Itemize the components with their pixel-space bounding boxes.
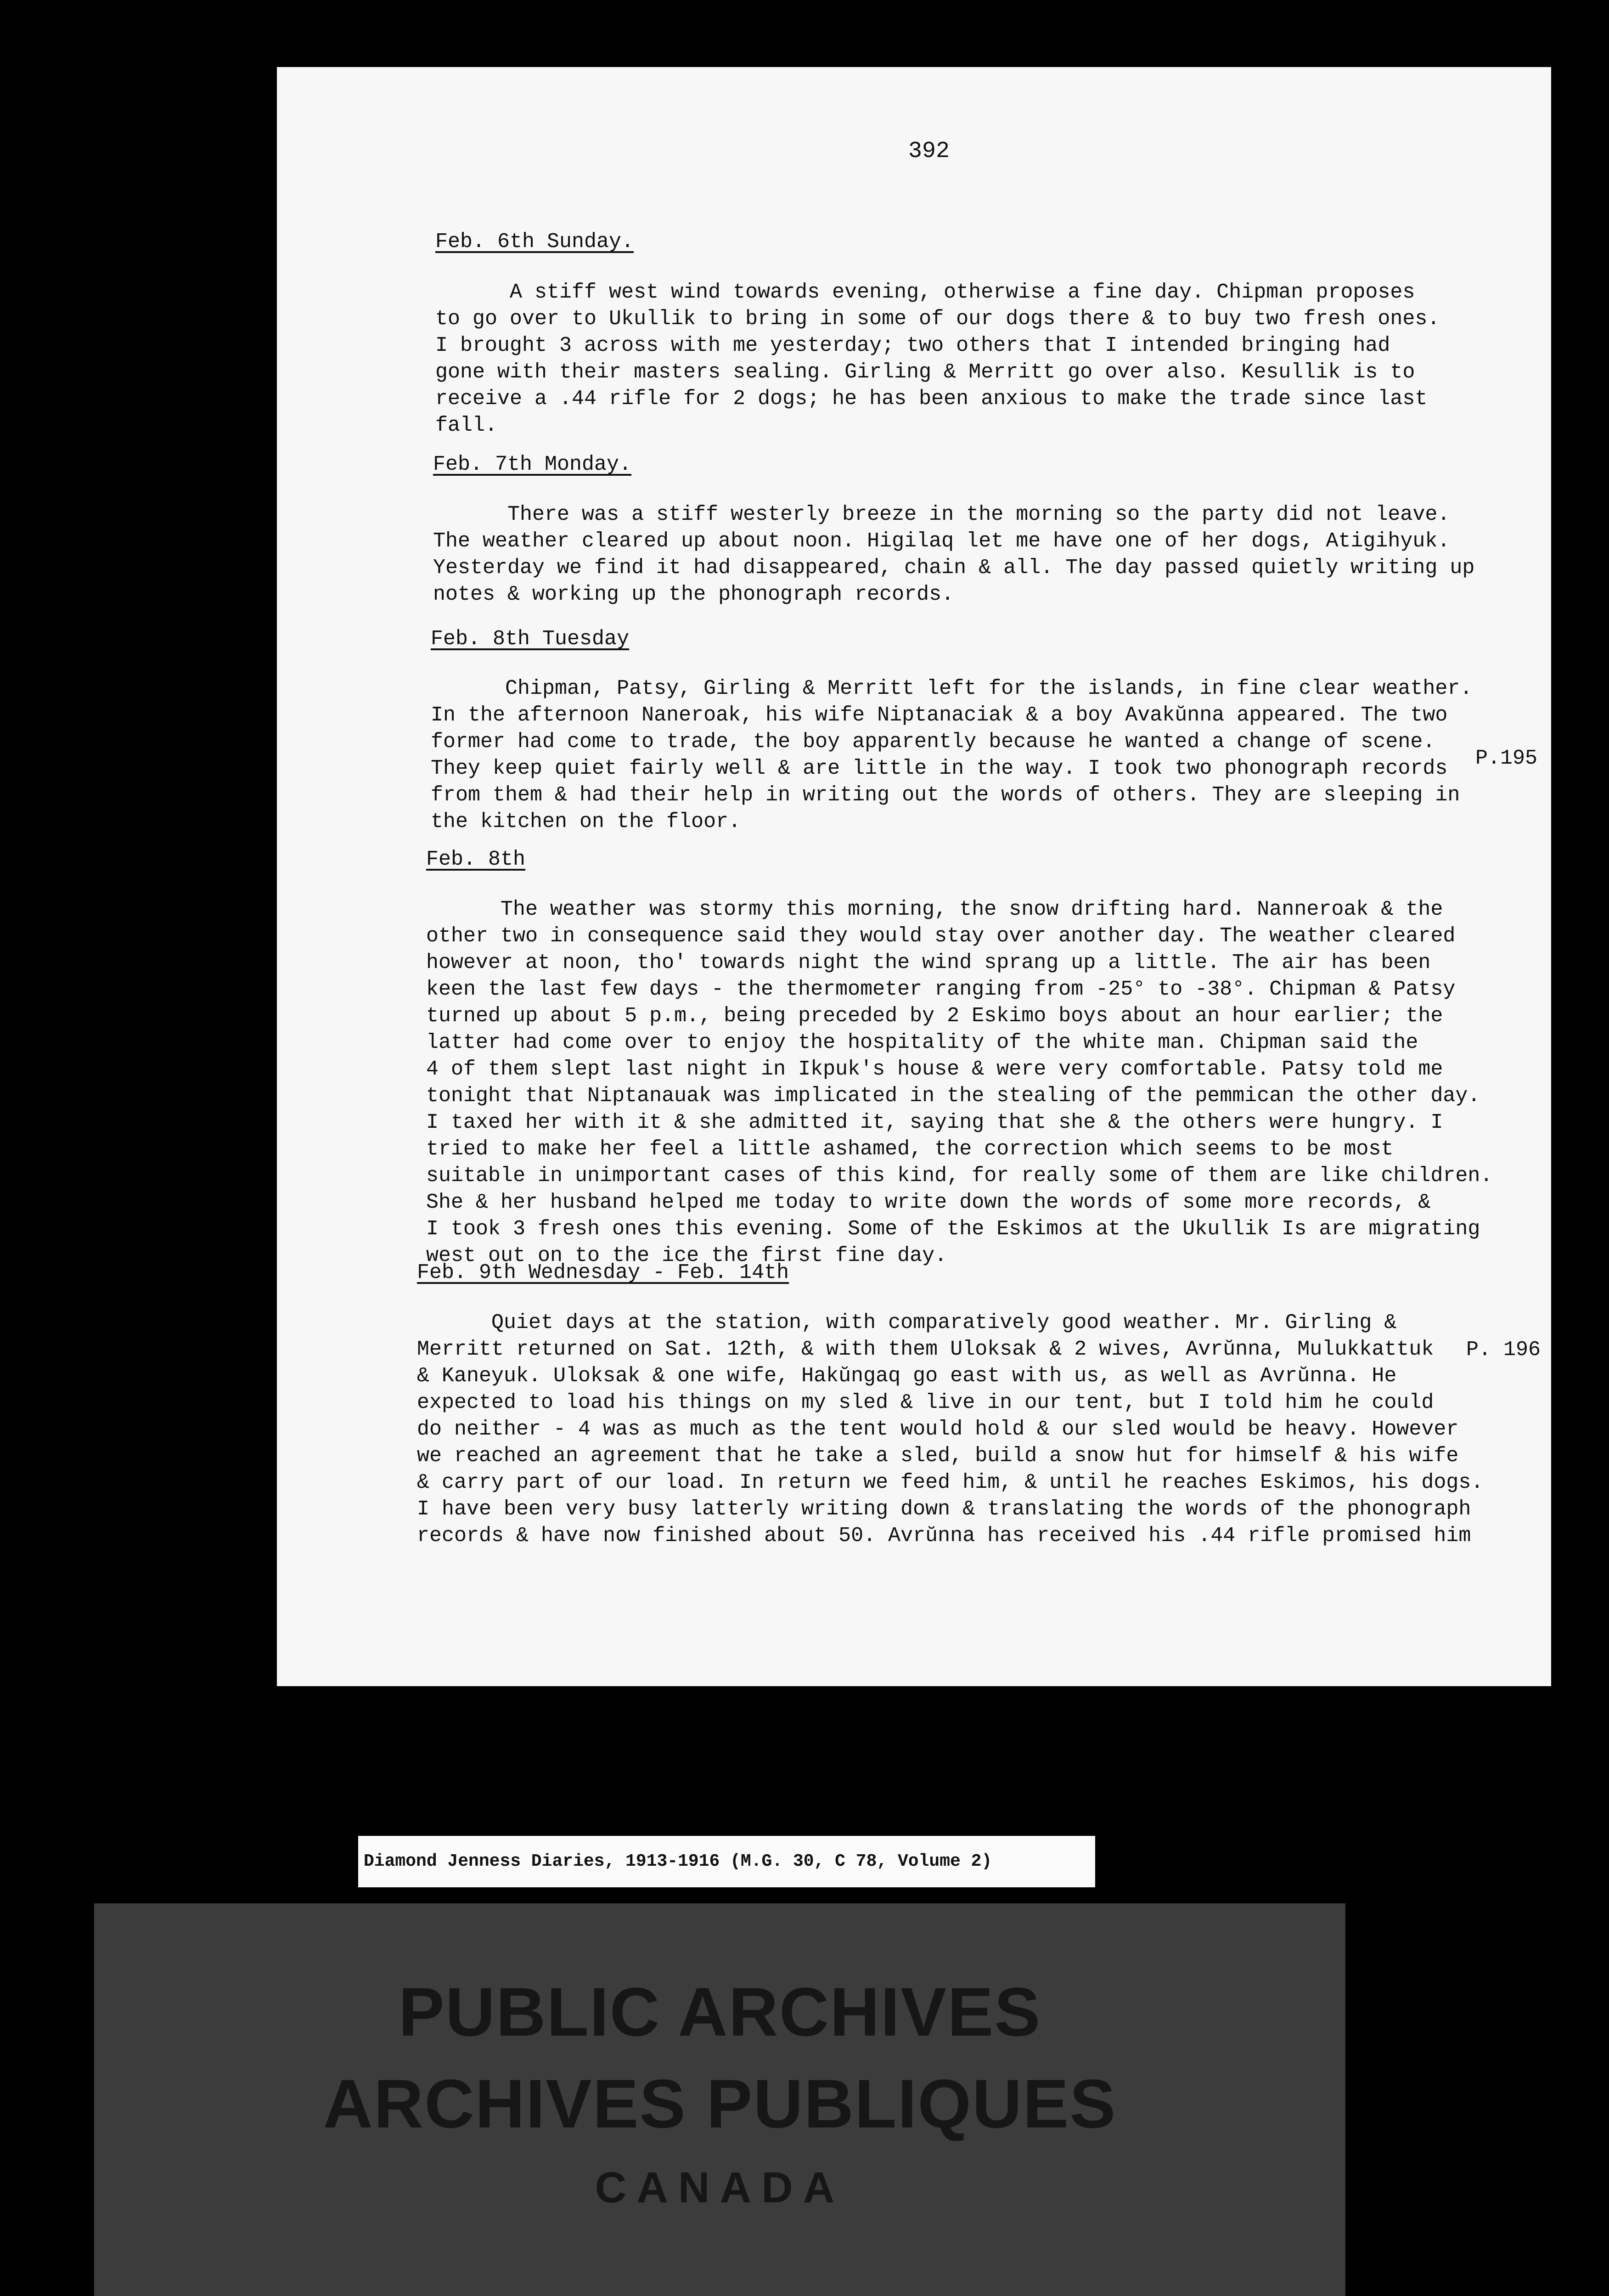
stamp-line-public-archives: PUBLIC ARCHIVES — [398, 1973, 1041, 2050]
entry-heading-feb-8: Feb. 8th — [426, 848, 526, 871]
diary-page — [277, 67, 1551, 1686]
margin-note-p195: P.195 — [1475, 747, 1538, 770]
entry-heading-feb-8-tuesday: Feb. 8th Tuesday — [431, 627, 630, 651]
entry-heading-feb-6: Feb. 6th Sunday. — [435, 230, 634, 253]
archive-stamp — [94, 1903, 1345, 2296]
entry-heading-feb-7: Feb. 7th Monday. — [433, 453, 632, 476]
entry-body-feb-8: The weather was stormy this morning, the snow drifting hard. Nanneroak & the other two in consequence said they would stay over another day. The weather cleared however at noon, tho' towards night the wind sprang up a little. The air has been keen the last few days - the thermometer ranging from -25° to -38°. Chipman & Patsy turned up about 5 p.m., being preceded by 2 Eskimo boys about an hour earlier; the latter had come over to enjoy the hospitality of the white man. Chipman said the 4 of them slept last night in Ikpuk's house & were very comfortable. Patsy told me tonight that Niptanauak was implicated in the stealing of the pemmican the other day. I taxed her with it & she admitted it, saying that she & the others were hungry. I tried to make her feel a little ashamed, the correction which seems to be most suitable in unimportant cases of this kind, for really some of them are like children. She & her husband helped me today to write down the words of some more records, & I took 3 fresh ones this evening. Some of the Eskimos at the Ukullik Is are migrating west out on to the ice the first fine day. — [426, 898, 1493, 1267]
entry-body-feb-6: A stiff west wind towards evening, otherwise a fine day. Chipman proposes to go over to Ukullik to bring in some of our dogs there & to buy two fresh ones. I brought 3 across with me yesterday; two others that I intended bringing had gone with their masters sealing. Girling & Merritt go over also. Kesullik is to receive a .44 rifle for 2 dogs; he has been anxious to make the trade since last fall. — [435, 281, 1440, 437]
entry-body-feb-7: There was a stiff westerly breeze in the morning so the party did not leave. The weather cleared up about noon. Higilaq let me have one of her dogs, Atigihyuk. Yesterday we find it had disappeared, chain & all. The day passed quietly writing up notes & working up the phonograph records. — [433, 503, 1475, 606]
collection-caption-label: Diamond Jenness Diaries, 1913-1916 (M.G. 30, C 78, Volume 2) — [358, 1836, 1095, 1887]
stamp-line-archives-publiques: ARCHIVES PUBLIQUES — [323, 2065, 1117, 2142]
entry-body-feb-9-14: Quiet days at the station, with comparatively good weather. Mr. Girling & Merritt returned on Sat. 12th, & with them Uloksak & 2 wives, Avrŭnna, Mulukkattuk & Kaneyuk. Uloksak & one wife, Hakŭngaq go east with us, as well as Avrŭnna. He expected to load his things on my sled & live in our tent, but I told him he could do neither - 4 was as much as the tent would hold & our sled would be heavy. However we reached an agreement that he take a sled, build a snow hut for himself & his wife & carry part of our load. In return we feed him, & until he reaches Eskimos, his dogs. I have been very busy latterly writing down & translating the words of the phonograph records & have now finished about 50. Avrŭnna has received his .44 rifle promised him — [417, 1311, 1484, 1548]
entry-body-feb-8-tuesday: Chipman, Patsy, Girling & Merritt left for the islands, in fine clear weather. In the afternoon Naneroak, his wife Niptanaciak & a boy Avakŭnna appeared. The two former had come to trade, the boy apparently because he wanted a change of scene. They keep quiet fairly well & are little in the way. I took two phonograph records from them & had their help in writing out the words of others. They are sleeping in the kitchen on the floor. — [431, 677, 1473, 833]
entry-heading-feb-9-14: Feb. 9th Wednesday - Feb. 14th — [417, 1261, 789, 1284]
stamp-line-canada: CANADA — [595, 2163, 845, 2212]
margin-note-p196: P. 196 — [1466, 1338, 1541, 1362]
page-number: 392 — [908, 138, 950, 164]
